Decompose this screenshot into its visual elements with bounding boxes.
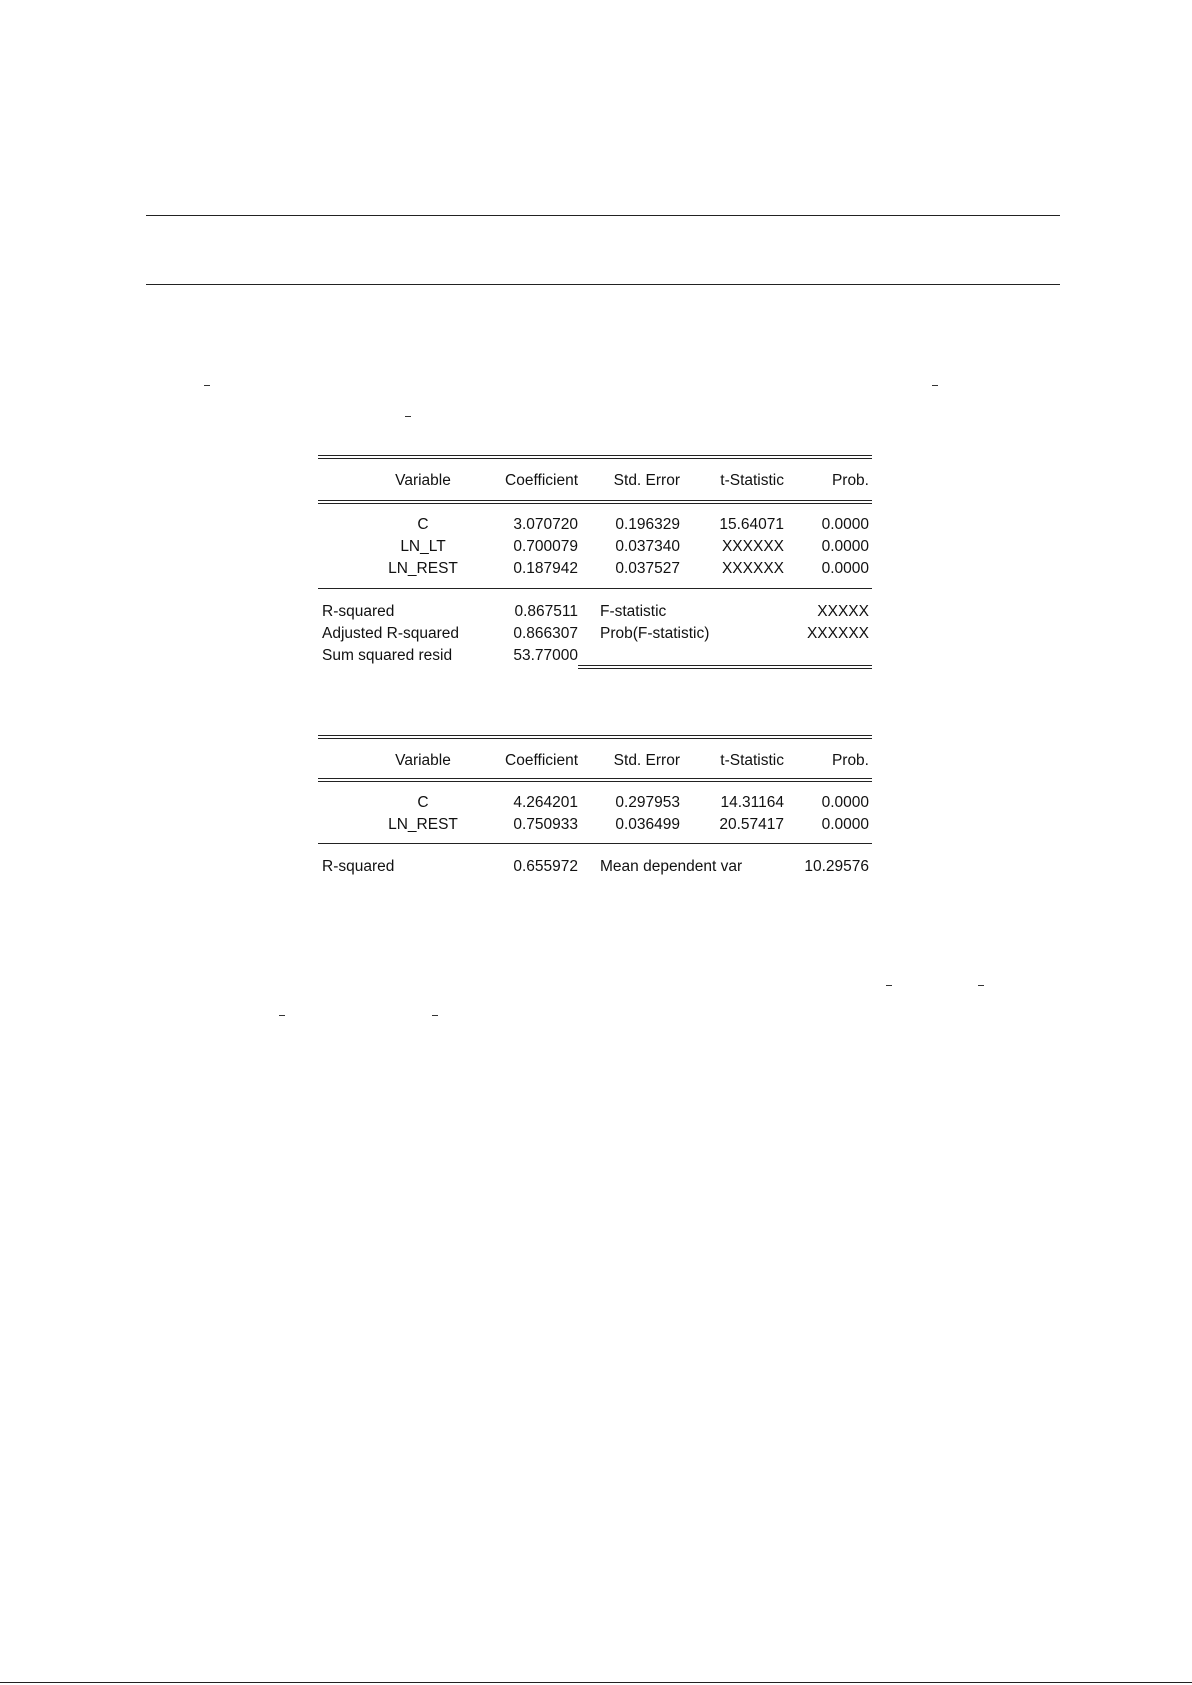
std-error-value: 0.037527 bbox=[615, 560, 680, 577]
table-rule bbox=[318, 778, 872, 779]
stats-row bbox=[318, 646, 872, 666]
coefficient-value: 0.187942 bbox=[513, 560, 578, 577]
std-error-value: 0.037340 bbox=[615, 538, 680, 555]
variable-name: C bbox=[417, 516, 429, 533]
header-row bbox=[318, 471, 872, 491]
stats-row bbox=[318, 624, 872, 644]
coefficient-value: 3.070720 bbox=[513, 516, 578, 533]
stat-label: Sum squared resid bbox=[322, 647, 453, 664]
underscore-mark bbox=[405, 416, 411, 417]
stat-value: 0.655972 bbox=[513, 858, 578, 875]
stat-label-2: F-statistic bbox=[600, 603, 667, 620]
table-rule bbox=[318, 781, 872, 782]
table-rule bbox=[318, 738, 872, 739]
t-statistic-value: 15.64071 bbox=[719, 516, 784, 533]
table-row bbox=[318, 793, 872, 813]
stat-value: 0.867511 bbox=[514, 603, 578, 620]
variable-name: LN_REST bbox=[388, 560, 458, 577]
stat-label: Adjusted R-squared bbox=[322, 625, 459, 642]
underscore-mark bbox=[432, 1015, 438, 1016]
coefficient-value: 4.264201 bbox=[513, 794, 578, 811]
coefficient-value: 0.750933 bbox=[513, 816, 578, 833]
stat-label: R-squared bbox=[322, 858, 395, 875]
header-coefficient: Coefficient bbox=[505, 752, 578, 769]
table-rule bbox=[318, 843, 872, 844]
underscore-mark bbox=[978, 985, 984, 986]
header-bottom-rule bbox=[146, 284, 1060, 285]
std-error-value: 0.036499 bbox=[615, 816, 680, 833]
table-rule bbox=[578, 665, 872, 666]
header-coefficient: Coefficient bbox=[505, 472, 578, 489]
variable-name: LN_REST bbox=[388, 816, 458, 833]
table-rule bbox=[318, 458, 872, 459]
underscore-mark bbox=[204, 385, 210, 386]
underscore-mark bbox=[279, 1015, 285, 1016]
header-prob: Prob. bbox=[831, 752, 869, 769]
variable-name: C bbox=[417, 794, 429, 811]
std-error-value: 0.297953 bbox=[615, 794, 680, 811]
table-row bbox=[318, 559, 872, 579]
stats-row bbox=[318, 602, 872, 622]
table-rule bbox=[318, 500, 872, 501]
coefficient-value: 0.700079 bbox=[513, 538, 578, 555]
prob-value: 0.0000 bbox=[821, 560, 869, 577]
stat-value-2: XXXXX bbox=[817, 603, 869, 620]
table-row bbox=[318, 815, 872, 835]
stat-value-2: XXXXXX bbox=[806, 625, 869, 642]
std-error-value: 0.196329 bbox=[615, 516, 680, 533]
t-statistic-value: 20.57417 bbox=[719, 816, 784, 833]
header-row bbox=[318, 751, 872, 771]
stat-label: R-squared bbox=[322, 603, 395, 620]
stat-value: 53.77000 bbox=[513, 647, 578, 664]
table-rule bbox=[318, 455, 872, 456]
table-rule bbox=[578, 668, 872, 669]
table-rule bbox=[318, 735, 872, 736]
prob-value: 0.0000 bbox=[821, 816, 869, 833]
prob-value: 0.0000 bbox=[821, 516, 869, 533]
regression-table-1 bbox=[318, 455, 872, 675]
stats-row bbox=[318, 857, 872, 877]
prob-value: 0.0000 bbox=[821, 538, 869, 555]
header-prob: Prob. bbox=[831, 472, 869, 489]
t-statistic-value: XXXXXX bbox=[721, 560, 784, 577]
table-row bbox=[318, 515, 872, 535]
table-rule bbox=[318, 503, 872, 504]
stat-label-2: Mean dependent var bbox=[600, 858, 743, 875]
header-top-rule bbox=[146, 215, 1060, 216]
prob-value: 0.0000 bbox=[821, 794, 869, 811]
table-row bbox=[318, 537, 872, 557]
table-rule bbox=[318, 588, 872, 589]
stat-value-2: 10.29576 bbox=[804, 858, 869, 875]
header-variable: Variable bbox=[395, 472, 451, 489]
header-std-error: Std. Error bbox=[613, 472, 680, 489]
t-statistic-value: XXXXXX bbox=[721, 538, 784, 555]
header-std-error: Std. Error bbox=[613, 752, 680, 769]
header-variable: Variable bbox=[395, 752, 451, 769]
footer-rule bbox=[0, 1682, 1192, 1683]
underscore-mark bbox=[886, 985, 892, 986]
t-statistic-value: 14.31164 bbox=[720, 794, 784, 811]
regression-table-2 bbox=[318, 735, 872, 885]
underscore-mark bbox=[932, 385, 938, 386]
header-t-statistic: t-Statistic bbox=[720, 752, 784, 769]
stat-label-2: Prob(F-statistic) bbox=[600, 625, 710, 642]
stat-value: 0.866307 bbox=[513, 625, 578, 642]
variable-name: LN_LT bbox=[400, 538, 446, 555]
header-t-statistic: t-Statistic bbox=[720, 472, 784, 489]
